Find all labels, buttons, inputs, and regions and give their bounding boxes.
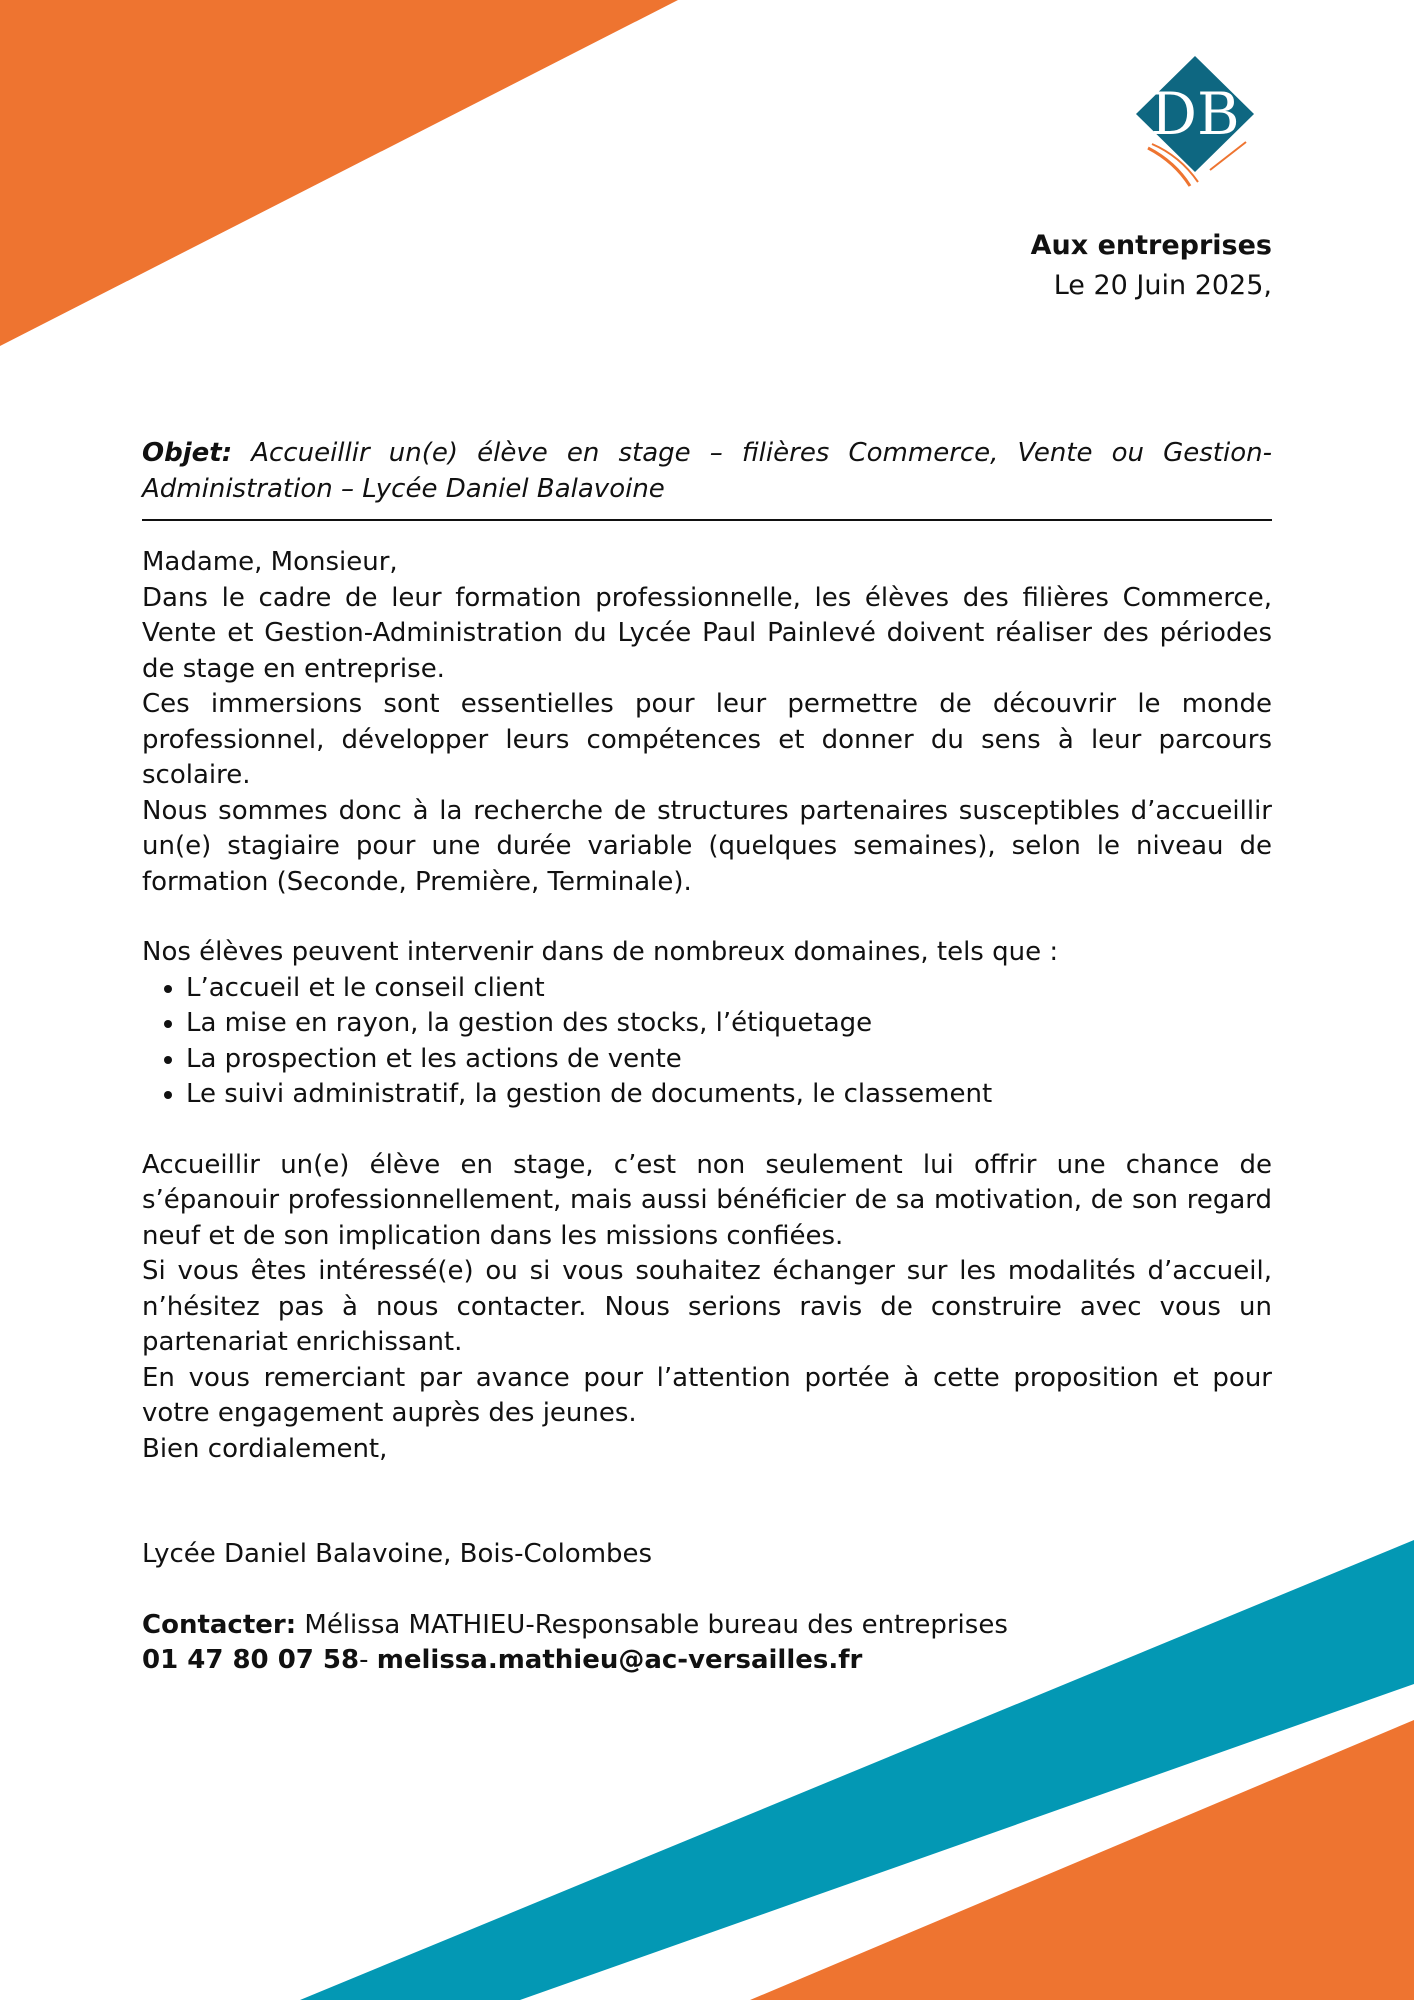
paragraph-3: Nous sommes donc à la recherche de structures partenaires susceptibles d’accueillir un(e) stagiaire pour une durée variable (quelques semaines), selon le niveau de formation (Seconde, Première, Terminale). — [142, 795, 1272, 897]
addressee: Aux entreprises — [1030, 230, 1272, 261]
contact-person: Mélissa MATHIEU-Responsable bureau des entreprises — [304, 1609, 1008, 1640]
domains-intro: Nos élèves peuvent intervenir dans de nombreux domaines, tels que : — [142, 937, 1059, 967]
subject-label: Objet: — [142, 438, 233, 468]
list-item: • L’accueil et le conseil client — [186, 971, 1272, 1007]
paragraph-5: Si vous êtes intéressé(e) ou si vous souhaitez échanger sur les modalités d’accueil, n’hésitez pas à nous contacter. Nous serions ravis de construire avec vous un partenariat enrichissant. — [142, 1256, 1272, 1357]
contact-label: Contacter: — [142, 1609, 297, 1640]
addressee-block — [1031, 226, 1272, 306]
paragraph-1: Dans le cadre de leur formation professionnelle, les élèves des filières Commerce, Vente et Gestion-Administration du Lycée Paul Painlevé doivent réaliser des périodes de stage en entreprise. — [142, 582, 1272, 684]
contact-line — [142, 1608, 1272, 1644]
school-signature: Lycée Daniel Balavoine, Bois-Colombes — [142, 1539, 653, 1569]
closing: Bien cordialement, — [142, 1433, 388, 1464]
contact-phone: 01 47 80 07 58 — [142, 1645, 360, 1675]
school-logo — [1130, 52, 1260, 192]
subject-line — [142, 436, 1272, 521]
logo-letters: DB — [1150, 80, 1240, 148]
paragraph-6: En vous remerciant par avance pour l’attention portée à cette proposition et pour votre engagement auprès des jeunes. — [142, 1362, 1272, 1428]
top-left-orange-band — [0, 0, 678, 346]
contact-details — [142, 1643, 1272, 1679]
paragraph-2: Ces immersions sont essentielles pour leur permettre de découvrir le monde professionnel, développer leurs compétences et donner du sens à leur parcours scolaire. — [142, 689, 1272, 790]
domains-list — [142, 971, 1272, 1113]
list-item: • La mise en rayon, la gestion des stocks, l’étiquetage — [186, 1006, 1272, 1042]
letter-content — [142, 436, 1272, 1679]
list-item: • Le suivi administratif, la gestion de documents, le classement — [186, 1077, 1272, 1113]
letter-date: Le 20 Juin 2025, — [1053, 270, 1272, 301]
salutation: Madame, Monsieur, — [142, 547, 398, 577]
contact-email[interactable]: melissa.mathieu@ac-versailles.fr — [376, 1645, 863, 1675]
list-item: • La prospection et les actions de vente — [186, 1042, 1272, 1078]
paragraph-4: Accueillir un(e) élève en stage, c’est non seulement lui offrir une chance de s’épanouir professionnellement, mais aussi bénéficier de sa motivation, de son regard neuf et de son implication dans les missions confiées. — [142, 1149, 1272, 1251]
contact-separator: - — [359, 1645, 369, 1675]
subject-text: Accueillir un(e) élève en stage – filières Commerce, Vente ou Gestion-Administration – Lycée Daniel Balavoine — [142, 438, 1272, 504]
